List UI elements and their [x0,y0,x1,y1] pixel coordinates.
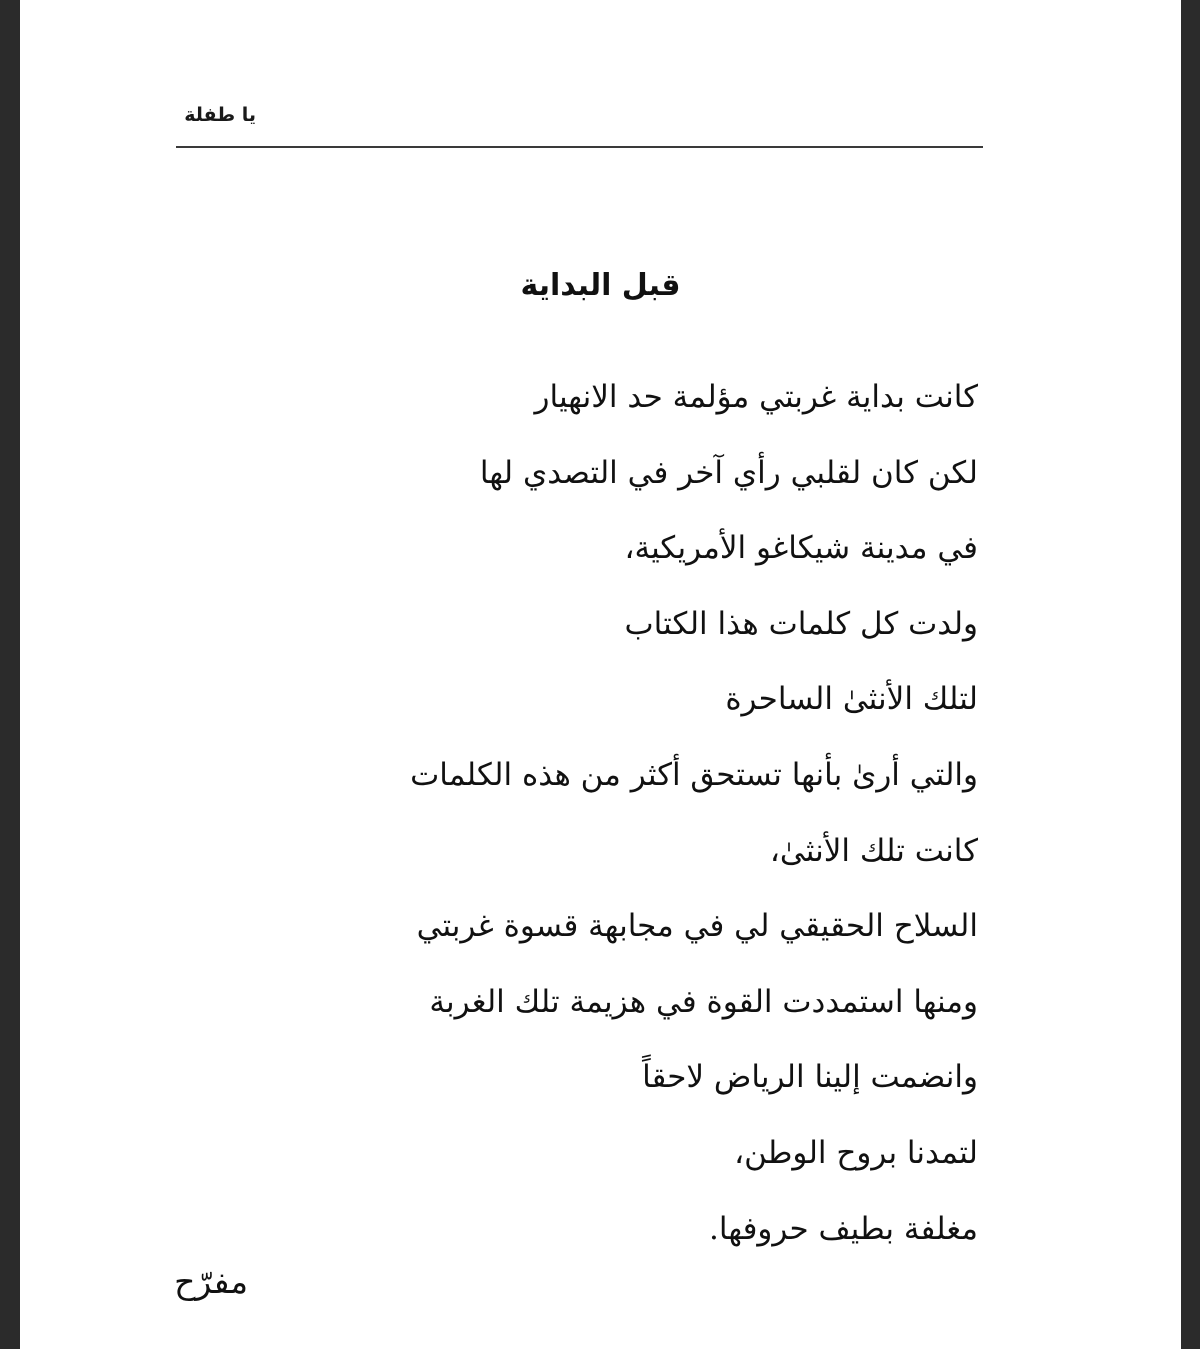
poem-line: لتلك الأنثىٰ الساحرة [725,681,978,718]
page-header [176,90,983,148]
poem-line: والتي أرىٰ بأنها تستحق أكثر من هذه الكلمات [410,756,978,793]
book-page [20,0,1181,1349]
poem-line: السلاح الحقيقي لي في مجابهة قسوة غربتي [416,908,978,945]
poem-line: ومنها استمددت القوة في هزيمة تلك الغربة [429,983,978,1020]
poem-line: كانت بداية غربتي مؤلمة حد الانهيار [534,379,978,415]
running-title: يا طفلة [184,104,256,126]
poem-line: لتمدنا بروح الوطن، [734,1134,978,1171]
poem-title [20,268,1181,303]
poem-lines [338,360,978,1267]
poem-line: لكن كان لقلبي رأي آخر في التصدي لها [479,454,978,491]
poem-line: كانت تلك الأنثىٰ، [769,832,978,869]
poem-line: وانضمت إلينا الرياض لاحقاً [642,1059,978,1096]
author-signature: مفرّح [174,1262,248,1301]
poem-line: في مدينة شيكاغو الأمريكية، [624,530,978,567]
poem-line: مغلفة بطيف حروفها. [709,1210,978,1247]
poem-title-text: قبل البداية [520,268,681,303]
poem-line: ولدت كل كلمات هذا الكتاب [624,605,978,642]
